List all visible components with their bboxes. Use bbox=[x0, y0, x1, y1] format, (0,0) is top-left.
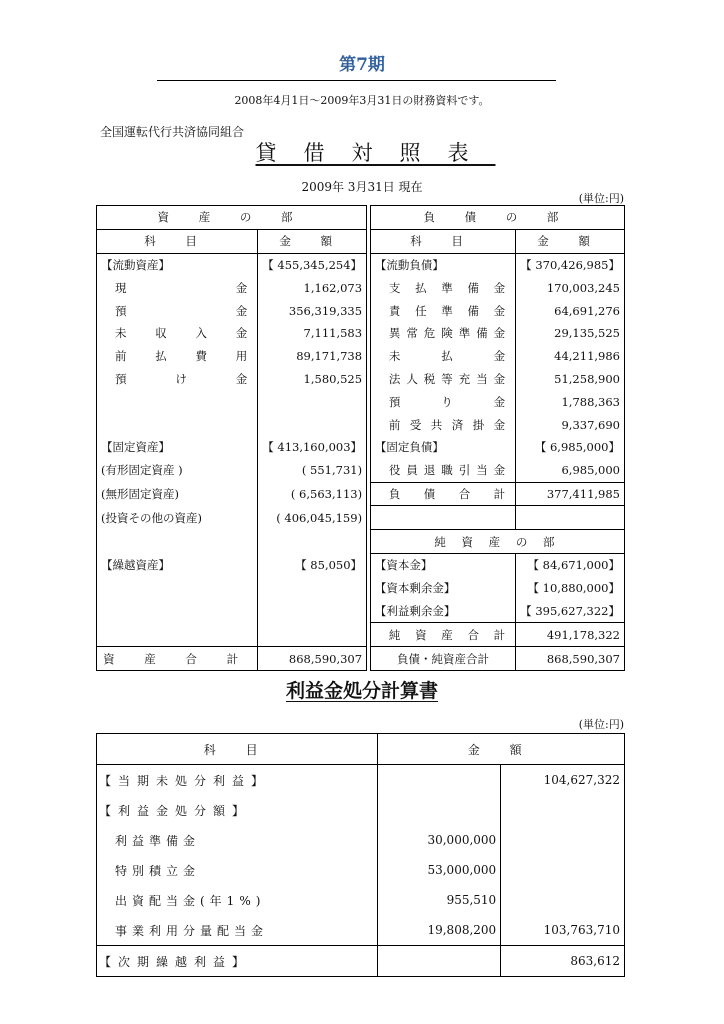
balance-sheet-row bbox=[97, 413, 625, 436]
asset-item-label bbox=[97, 390, 258, 413]
liability-item-amount bbox=[516, 506, 625, 530]
balance-sheet-row bbox=[97, 623, 625, 647]
balance-sheet-row bbox=[97, 577, 625, 600]
asset-item-label: (投資その他の資産) bbox=[97, 506, 258, 530]
liabilities-header: 負 債 の 部 bbox=[370, 206, 624, 230]
balance-sheet-row bbox=[97, 253, 625, 276]
profit-statement-row bbox=[97, 765, 625, 796]
period-title: 第7期 bbox=[339, 55, 385, 75]
profit-item-total-amount: 103,763,710 bbox=[501, 915, 625, 946]
liability-item-amount: 491,178,322 bbox=[516, 623, 625, 647]
profit-item-label: 【利益金処分額】 bbox=[97, 795, 378, 825]
liability-item-amount: 【 6,985,000】 bbox=[516, 436, 625, 459]
profit-item-sub-amount bbox=[378, 795, 501, 825]
liability-item-label: 預り金 bbox=[370, 390, 515, 413]
asset-item-amount: 【 413,160,003】 bbox=[258, 436, 367, 459]
liability-item-amount: 29,135,525 bbox=[516, 322, 625, 345]
profit-item-sub-amount bbox=[378, 765, 501, 796]
profit-item-sub-amount: 955,510 bbox=[378, 885, 501, 915]
liability-item-label: 責任準備金 bbox=[370, 299, 515, 322]
profit-statement-row bbox=[97, 946, 625, 977]
liability-item-label: 【固定負債】 bbox=[370, 436, 515, 459]
liabilities-equity-total-label: 負債・純資産合計 bbox=[370, 647, 515, 671]
liability-item-amount: 1,788,363 bbox=[516, 390, 625, 413]
profit-item-label: 事業利用分量配当金 bbox=[97, 915, 378, 946]
balance-sheet-row bbox=[97, 345, 625, 368]
asset-item-label: 【繰越資産】 bbox=[97, 553, 258, 576]
liability-item-label: 【資本金】 bbox=[370, 553, 515, 576]
asset-item-label bbox=[97, 600, 258, 623]
organization-name: 全国運転代行共済協同組合 bbox=[100, 125, 245, 139]
liability-item-amount: 44,211,986 bbox=[516, 345, 625, 368]
balance-sheet-row bbox=[97, 299, 625, 322]
profit-item-total-amount: 863,612 bbox=[501, 946, 625, 977]
liability-item-label: 純資産合計 bbox=[370, 623, 515, 647]
balance-sheet-date: 2009年 3月31日 現在 bbox=[301, 180, 423, 194]
asset-item-label: 未収入金 bbox=[97, 322, 258, 345]
balance-sheet-row bbox=[97, 553, 625, 576]
assets-header: 資 産 の 部 bbox=[97, 206, 367, 230]
profit-item-label: 【当期未処分利益】 bbox=[97, 765, 378, 796]
liability-item-amount: 377,411,985 bbox=[516, 482, 625, 506]
balance-sheet-title: 貸借対照表 bbox=[255, 141, 496, 165]
balance-sheet-row bbox=[97, 390, 625, 413]
profit-item-total-amount bbox=[501, 885, 625, 915]
profit-item-total-amount bbox=[501, 795, 625, 825]
liability-item-label: 未払金 bbox=[370, 345, 515, 368]
asset-item-label: (有形固定資産 ) bbox=[97, 459, 258, 482]
asset-item-amount bbox=[258, 530, 367, 554]
profit-item-total-amount bbox=[501, 825, 625, 855]
asset-item-label: 【固定資産】 bbox=[97, 436, 258, 459]
asset-item-amount: 89,171,738 bbox=[258, 345, 367, 368]
balance-sheet-row bbox=[97, 459, 625, 482]
balance-sheet-body bbox=[97, 253, 625, 647]
asset-item-amount: 1,580,525 bbox=[258, 368, 367, 391]
asset-item-label bbox=[97, 530, 258, 554]
asset-item-amount: 1,162,073 bbox=[258, 276, 367, 299]
profit-item-label: 【次期繰越利益】 bbox=[97, 946, 378, 977]
profit-statement-row bbox=[97, 795, 625, 825]
liability-item-label: 前受共済掛金 bbox=[370, 413, 515, 436]
profit-item-sub-amount bbox=[378, 946, 501, 977]
asset-item-label bbox=[97, 577, 258, 600]
asset-item-amount bbox=[258, 390, 367, 413]
profit-statement-title: 利益金処分計算書 bbox=[285, 680, 438, 702]
balance-sheet-column-header-row bbox=[97, 229, 625, 253]
liability-item-label: 法人税等充当金 bbox=[370, 368, 515, 391]
liability-item-amount: 6,985,000 bbox=[516, 459, 625, 482]
profit-statement-header-row bbox=[97, 734, 625, 765]
balance-sheet-row bbox=[97, 276, 625, 299]
liability-item-label: 【利益剰余金】 bbox=[370, 600, 515, 623]
balance-sheet-row bbox=[97, 436, 625, 459]
liability-item-amount: 51,258,900 bbox=[516, 368, 625, 391]
subtitle: 2008年4月1日～2009年3月31日の財務資料です。 bbox=[234, 94, 490, 107]
asset-item-amount: ( 551,731) bbox=[258, 459, 367, 482]
assets-total-amount: 868,590,307 bbox=[258, 647, 367, 671]
profit-statement-row bbox=[97, 825, 625, 855]
profit-statement-row bbox=[97, 885, 625, 915]
liability-item-amount: 【 84,671,000】 bbox=[516, 553, 625, 576]
asset-item-amount: ( 406,045,159) bbox=[258, 506, 367, 530]
asset-item-amount: 【 85,050】 bbox=[258, 553, 367, 576]
asset-item-label: 現 金 bbox=[97, 276, 258, 299]
liability-item-amount: 【 395,627,322】 bbox=[516, 600, 625, 623]
assets-item-header: 科 目 bbox=[97, 229, 258, 253]
profit-item-total-amount: 104,627,322 bbox=[501, 765, 625, 796]
asset-item-label: 前払費用 bbox=[97, 345, 258, 368]
profit-item-label: 特別積立金 bbox=[97, 855, 378, 885]
balance-sheet-unit: (単位:円) bbox=[578, 192, 624, 205]
period-rule bbox=[157, 80, 556, 81]
liability-item-amount: 【 10,880,000】 bbox=[516, 577, 625, 600]
profit-statement-table bbox=[96, 733, 625, 977]
liability-item-label: 支払準備金 bbox=[370, 276, 515, 299]
balance-sheet-row bbox=[97, 368, 625, 391]
profit-item-sub-amount: 30,000,000 bbox=[378, 825, 501, 855]
profit-amount-header: 金 額 bbox=[378, 734, 625, 765]
asset-item-amount: ( 6,563,113) bbox=[258, 482, 367, 506]
liability-item-amount: 64,691,276 bbox=[516, 299, 625, 322]
balance-sheet-row bbox=[97, 506, 625, 530]
asset-item-amount bbox=[258, 600, 367, 623]
asset-item-amount bbox=[258, 577, 367, 600]
liability-item-amount: 9,337,690 bbox=[516, 413, 625, 436]
liability-item-label: 異常危険準備金 bbox=[370, 322, 515, 345]
asset-item-label bbox=[97, 623, 258, 647]
liability-item-label: 【資本剰余金】 bbox=[370, 577, 515, 600]
liability-item-label bbox=[370, 506, 515, 530]
liabilities-amount-header: 金 額 bbox=[516, 229, 625, 253]
balance-sheet-row bbox=[97, 322, 625, 345]
asset-item-label bbox=[97, 413, 258, 436]
balance-sheet-table bbox=[96, 205, 625, 671]
profit-statement-row bbox=[97, 855, 625, 885]
assets-amount-header: 金 額 bbox=[258, 229, 367, 253]
asset-item-label: (無形固定資産) bbox=[97, 482, 258, 506]
asset-item-label: 預 金 bbox=[97, 299, 258, 322]
profit-item-label: 出資配当金(年1%) bbox=[97, 885, 378, 915]
asset-item-amount bbox=[258, 623, 367, 647]
liability-item-label: 【流動負債】 bbox=[370, 253, 515, 276]
assets-total-label: 資 産 合 計 bbox=[97, 647, 258, 671]
profit-item-total-amount bbox=[501, 855, 625, 885]
equity-section-header: 純 資 産 の 部 bbox=[370, 530, 624, 554]
asset-item-amount: 7,111,583 bbox=[258, 322, 367, 345]
asset-item-amount bbox=[258, 413, 367, 436]
balance-sheet-row bbox=[97, 482, 625, 506]
asset-item-amount: 356,319,335 bbox=[258, 299, 367, 322]
balance-sheet-section-header-row bbox=[97, 206, 625, 230]
asset-item-amount: 【 455,345,254】 bbox=[258, 253, 367, 276]
liabilities-item-header: 科 目 bbox=[370, 229, 515, 253]
liability-item-amount: 【 370,426,985】 bbox=[516, 253, 625, 276]
liability-item-label: 負債合計 bbox=[370, 482, 515, 506]
profit-item-label: 利益準備金 bbox=[97, 825, 378, 855]
profit-statement-body bbox=[97, 765, 625, 977]
balance-sheet-row bbox=[97, 600, 625, 623]
balance-sheet-total-row bbox=[97, 647, 625, 671]
profit-item-sub-amount: 53,000,000 bbox=[378, 855, 501, 885]
liability-item-label: 役員退職引当金 bbox=[370, 459, 515, 482]
profit-statement-row bbox=[97, 915, 625, 946]
profit-item-header: 科 目 bbox=[97, 734, 378, 765]
asset-item-label: 預け金 bbox=[97, 368, 258, 391]
liabilities-equity-total-amount: 868,590,307 bbox=[516, 647, 625, 671]
profit-item-sub-amount: 19,808,200 bbox=[378, 915, 501, 946]
profit-statement-unit: (単位:円) bbox=[578, 718, 624, 731]
liability-item-amount: 170,003,245 bbox=[516, 276, 625, 299]
asset-item-label: 【流動資産】 bbox=[97, 253, 258, 276]
balance-sheet-row bbox=[97, 530, 625, 554]
